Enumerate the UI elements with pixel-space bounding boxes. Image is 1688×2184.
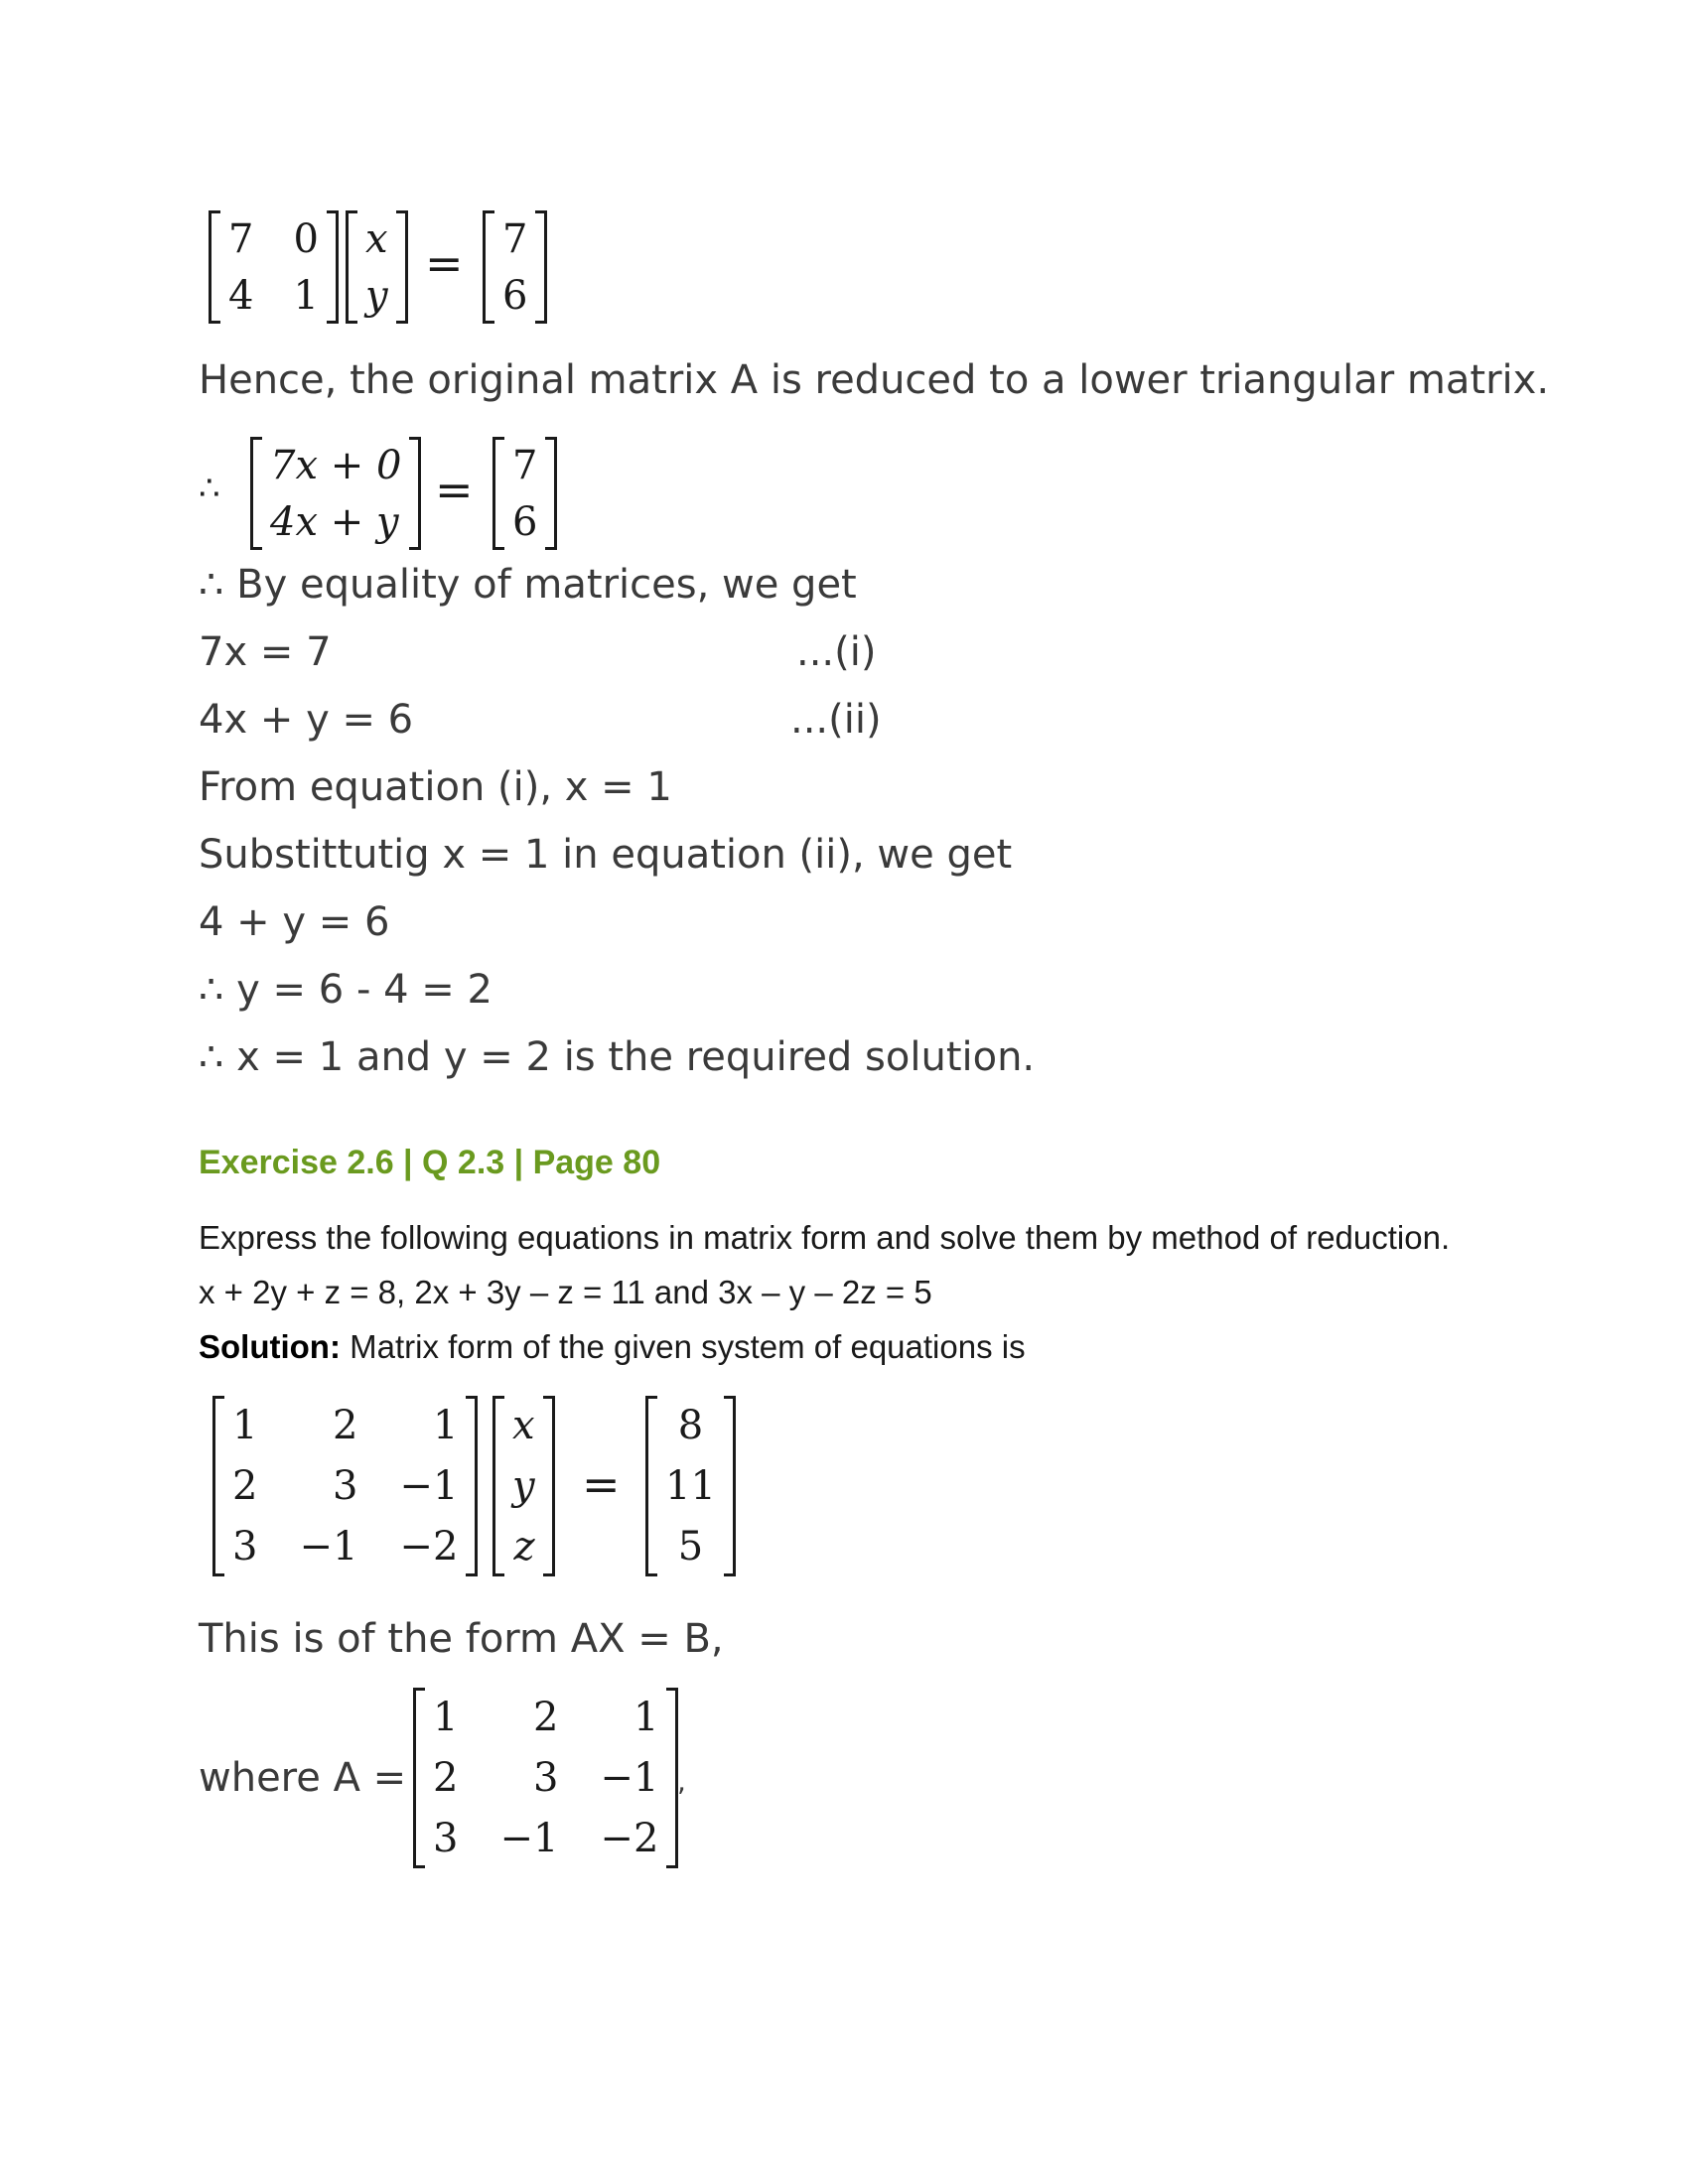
solution-label: Solution:	[199, 1328, 341, 1365]
matrix-cell: 2	[532, 1695, 559, 1741]
matrix-cell: 2	[332, 1403, 358, 1449]
therefore-symbol: ∴	[199, 469, 220, 508]
matrix-a-3x3	[413, 1688, 678, 1868]
matrix-cell: z	[513, 1523, 535, 1570]
matrix-cell: y	[512, 1462, 535, 1509]
matrix-cell: 8	[677, 1403, 704, 1449]
matrix-cell: 7x + 0	[270, 442, 402, 488]
matrix-variables-2x1	[346, 210, 408, 324]
matrix-cell: 4	[228, 272, 254, 319]
matrix-cell: 1	[293, 272, 319, 319]
equation-tag-i: ...(i)	[796, 629, 877, 675]
matrix-cell: 4x + y	[270, 498, 399, 545]
text-line: ∴ y = 6 - 4 = 2	[199, 967, 492, 1013]
matrix-cell: 3	[532, 1754, 559, 1801]
matrix-variables-3x1	[492, 1396, 555, 1576]
text-line: This is of the form AX = B,	[199, 1616, 724, 1662]
matrix-cell: 6	[512, 498, 538, 545]
matrix-cell: 0	[293, 215, 319, 262]
solution-text: Matrix form of the given system of equations is	[340, 1328, 1026, 1365]
matrix-cell: −1	[600, 1754, 659, 1801]
equation-ii: 4x + y = 6	[199, 697, 414, 743]
matrix-cell: −2	[600, 1815, 659, 1861]
equation-i: 7x = 7	[199, 629, 332, 675]
matrix-cell: 3	[433, 1815, 459, 1861]
text-line: ∴ By equality of matrices, we get	[199, 562, 857, 608]
matrix-cell: −2	[399, 1523, 459, 1570]
matrix-cell: y	[365, 272, 388, 319]
equals-sign: =	[582, 1457, 621, 1511]
matrix-cell: x	[512, 1403, 535, 1449]
matrix-coefficient-2x2	[209, 210, 339, 324]
question-equations: x + 2y + z = 8, 2x + 3y – z = 11 and 3x – y – 2z = 5	[199, 1274, 932, 1310]
question-text: Express the following equations in matrix form and solve them by method of reduction.	[199, 1219, 1451, 1256]
matrix-cell: −1	[299, 1523, 358, 1570]
text-line: Hence, the original matrix A is reduced to a lower triangular matrix.	[199, 357, 1550, 403]
matrix-cell: 1	[433, 1695, 459, 1741]
matrix-cell: 3	[232, 1523, 258, 1570]
matrix-cell: −1	[399, 1462, 459, 1509]
equation-tag-ii: ...(ii)	[790, 697, 882, 743]
matrix-cell: 7	[228, 215, 254, 262]
text-line: ∴ x = 1 and y = 2 is the required solution.	[199, 1034, 1036, 1080]
equals-sign: =	[425, 236, 464, 290]
matrix-cell: 11	[665, 1462, 716, 1509]
matrix-cell: 2	[433, 1754, 459, 1801]
matrix-cell: 1	[633, 1695, 659, 1741]
solution-line	[199, 1328, 1026, 1366]
where-label: where A =	[199, 1755, 407, 1801]
matrix-constants-2x1	[483, 210, 547, 324]
matrix-expressions-2x1	[250, 437, 421, 550]
matrix-constants-2x1	[492, 437, 557, 550]
matrix-cell: 3	[332, 1462, 358, 1509]
matrix-cell: 1	[232, 1403, 258, 1449]
trailing-comma: ,	[677, 1765, 686, 1798]
matrix-constants-3x1	[645, 1396, 736, 1576]
matrix-cell: x	[365, 215, 388, 262]
text-line: 4 + y = 6	[199, 899, 390, 945]
text-line: From equation (i), x = 1	[199, 764, 672, 810]
matrix-coefficient-3x3	[212, 1396, 478, 1576]
matrix-cell: 1	[432, 1403, 459, 1449]
equals-sign: =	[435, 463, 474, 516]
matrix-cell: 5	[677, 1523, 704, 1570]
matrix-cell: 7	[512, 442, 538, 488]
matrix-cell: 2	[232, 1462, 258, 1509]
exercise-heading[interactable]: Exercise 2.6 | Q 2.3 | Page 80	[199, 1144, 661, 1181]
matrix-cell: 6	[502, 272, 528, 319]
matrix-cell: 7	[502, 215, 528, 262]
matrix-cell: −1	[499, 1815, 559, 1861]
text-line: Substittutig x = 1 in equation (ii), we get	[199, 832, 1013, 878]
